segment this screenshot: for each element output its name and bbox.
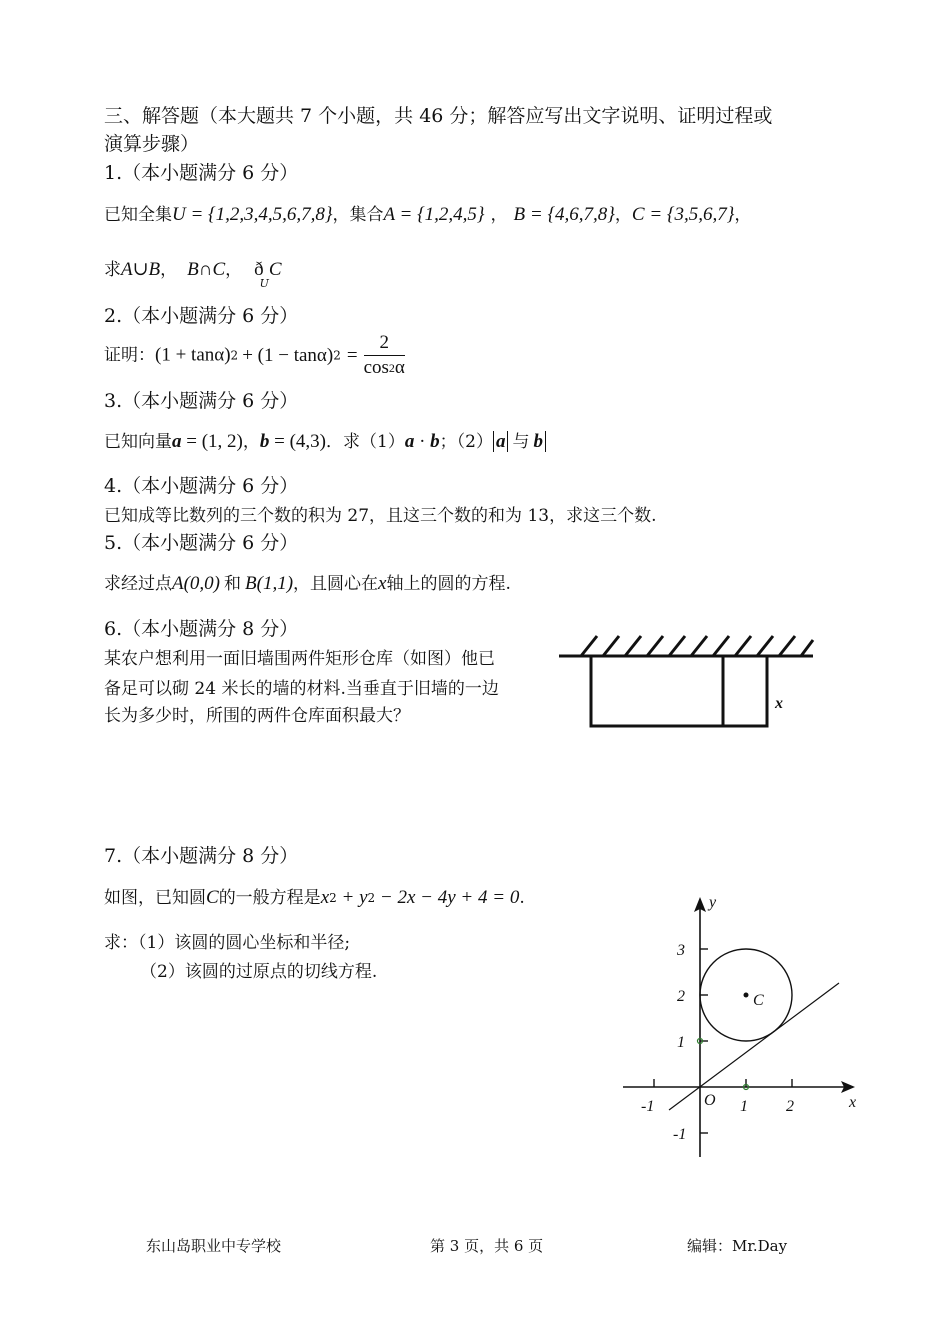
q2-lhs: (1 + tanα) bbox=[155, 344, 231, 366]
q1-text-1: 已知全集 bbox=[104, 205, 172, 225]
circle-center-dot bbox=[744, 993, 749, 998]
center-label: C bbox=[753, 992, 764, 1009]
q7-period: . bbox=[519, 888, 525, 908]
q6-heading: 6.（本小题满分 8 分） bbox=[104, 618, 299, 640]
q1-ask bbox=[104, 258, 282, 296]
q5-text-2: 和 bbox=[224, 574, 242, 594]
q5-text-3: ，且圆心在 bbox=[293, 574, 379, 594]
q1-ask-prefix: 求 bbox=[104, 260, 121, 280]
q7-eq-x: x bbox=[320, 887, 330, 908]
q1-text-5: ， bbox=[734, 205, 752, 225]
wall-hatching bbox=[581, 636, 813, 656]
q1-complement-set: C bbox=[268, 259, 282, 280]
q7-text-1: 如图，已知圆 bbox=[104, 888, 206, 908]
q3-sep: ， bbox=[242, 432, 260, 452]
q2-statement bbox=[104, 331, 405, 380]
q2-heading: 2.（本小题满分 6 分） bbox=[104, 305, 299, 327]
q3-text-1: 已知向量 bbox=[104, 432, 172, 452]
q2-den-alpha: α bbox=[394, 357, 405, 378]
y-tick-1: 1 bbox=[677, 1034, 685, 1051]
q3-text-2: ．求（1） bbox=[326, 432, 405, 452]
footer-school: 东山岛职业中专学校 bbox=[146, 1237, 282, 1255]
q7-eq-rest: − 2x − 4y + 4 = 0 bbox=[375, 887, 520, 908]
q3-statement bbox=[104, 430, 546, 454]
y-tick-neg1: -1 bbox=[673, 1126, 687, 1143]
section-title-line2: 演算步骤） bbox=[104, 133, 200, 155]
q1-union: A∪B bbox=[121, 259, 161, 280]
footer-page-number: 第 3 页，共 6 页 bbox=[430, 1237, 544, 1255]
q2-den-square: 2 bbox=[388, 361, 395, 375]
q3-with: 与 bbox=[512, 432, 530, 452]
q7-coordinate-graph bbox=[615, 885, 870, 1165]
q3-vec-b-value: = (4,3) bbox=[269, 431, 326, 452]
q2-square-1: 2 bbox=[230, 348, 239, 363]
q5-point-b: B(1,1) bbox=[245, 573, 294, 594]
q4-heading: 4.（本小题满分 6 分） bbox=[104, 475, 299, 497]
q2-denominator bbox=[364, 356, 405, 380]
q3-dot-symbol: · bbox=[414, 431, 431, 452]
q2-prefix: 证明： bbox=[104, 345, 155, 366]
q5-heading: 5.（本小题满分 6 分） bbox=[104, 532, 299, 554]
q7-ask-1: 求：（1）该圆的圆心坐标和半径; bbox=[104, 933, 351, 953]
y-axis-label: y bbox=[709, 894, 717, 911]
x-axis-label: x bbox=[849, 1094, 857, 1111]
q1-intersection: B∩C bbox=[187, 259, 226, 280]
q1-set-u: U = {1,2,3,4,5,6,7,8} bbox=[172, 204, 333, 225]
y-tick-3: 3 bbox=[677, 942, 685, 959]
q3-vec-b: b bbox=[259, 431, 270, 452]
q1-complement-sub: U bbox=[259, 277, 269, 290]
q7-eq-square-2: 2 bbox=[367, 891, 376, 905]
q3-heading: 3.（本小题满分 6 分） bbox=[104, 390, 299, 412]
q7-circle-c: C bbox=[206, 887, 219, 908]
q1-text-4: ， bbox=[614, 205, 632, 225]
diagram-x-label: x bbox=[775, 695, 783, 712]
q2-numerator: 2 bbox=[364, 331, 405, 356]
footer-editor: 编辑：Mr.Day bbox=[687, 1237, 788, 1255]
q7-statement bbox=[104, 886, 525, 910]
q5-point-a: A(0,0) bbox=[172, 573, 221, 594]
q1-sep-2: ， bbox=[225, 260, 243, 280]
q7-text-2: 的一般方程是 bbox=[218, 888, 321, 908]
q3-vec-a-value: = (1, 2) bbox=[181, 431, 243, 452]
q1-text-2: ，集合 bbox=[332, 205, 384, 225]
q3-text-3: ；（2） bbox=[439, 432, 493, 452]
q1-set-c: C = {3,5,6,7} bbox=[631, 204, 735, 225]
q3-abs-a: a bbox=[493, 431, 509, 452]
q2-equals: = bbox=[346, 344, 358, 366]
q3-abs-b: b bbox=[533, 431, 546, 452]
q1-sep-1: ， bbox=[160, 260, 178, 280]
q6-line-1: 某农户想利用一面旧墙围两件矩形仓库（如图）他已 bbox=[104, 649, 495, 669]
q7-heading: 7.（本小题满分 8 分） bbox=[104, 845, 299, 867]
q6-line-2: 备足可以砌 24 米长的墙的材料.当垂直于旧墙的一边 bbox=[104, 679, 499, 699]
q1-heading: 1.（本小题满分 6 分） bbox=[104, 162, 299, 184]
q5-text-4: 轴上的圆的方程. bbox=[386, 574, 511, 594]
q1-statement bbox=[104, 203, 751, 227]
y-tick-2: 2 bbox=[677, 988, 685, 1005]
q2-fraction bbox=[364, 331, 405, 380]
x-tick-2: 2 bbox=[786, 1098, 794, 1115]
section-title-line1: 三、解答题（本大题共 7 个小题，共 46 分；解答应写出文字说明、证明过程或 bbox=[104, 105, 773, 127]
q1-set-b: B = {4,6,7,8} bbox=[513, 204, 615, 225]
q7-eq-mid: + y bbox=[336, 887, 368, 908]
q5-statement bbox=[104, 572, 511, 596]
q6-warehouse-diagram bbox=[555, 630, 817, 732]
q7-ask-2: （2）该圆的过原点的切线方程. bbox=[140, 962, 378, 982]
q3-dot-a: a bbox=[404, 431, 415, 452]
x-tick-neg1: -1 bbox=[641, 1098, 655, 1115]
q2-plus: + (1 − tanα) bbox=[242, 344, 334, 366]
q1-text-3: ， bbox=[490, 205, 508, 225]
q6-line-3: 长为多少时，所围的两件仓库面积最大？ bbox=[104, 706, 410, 726]
q2-den-cos: cos bbox=[363, 357, 389, 378]
q5-x: x bbox=[378, 573, 387, 594]
q3-dot-b: b bbox=[430, 431, 440, 452]
q4-text: 已知成等比数列的三个数的积为 27，且这三个数的和为 13，求这三个数. bbox=[104, 506, 657, 526]
q1-set-a: A = {1,2,4,5} bbox=[383, 204, 485, 225]
q1-complement-symbol: ð bbox=[254, 259, 264, 280]
origin-label: O bbox=[704, 1092, 716, 1109]
x-tick-1: 1 bbox=[740, 1098, 748, 1115]
q7-eq-square-1: 2 bbox=[329, 891, 337, 905]
warehouse-outline bbox=[591, 656, 767, 726]
q2-square-2: 2 bbox=[333, 348, 341, 363]
q5-text-1: 求经过点 bbox=[104, 574, 172, 594]
q3-vec-a: a bbox=[172, 431, 182, 452]
